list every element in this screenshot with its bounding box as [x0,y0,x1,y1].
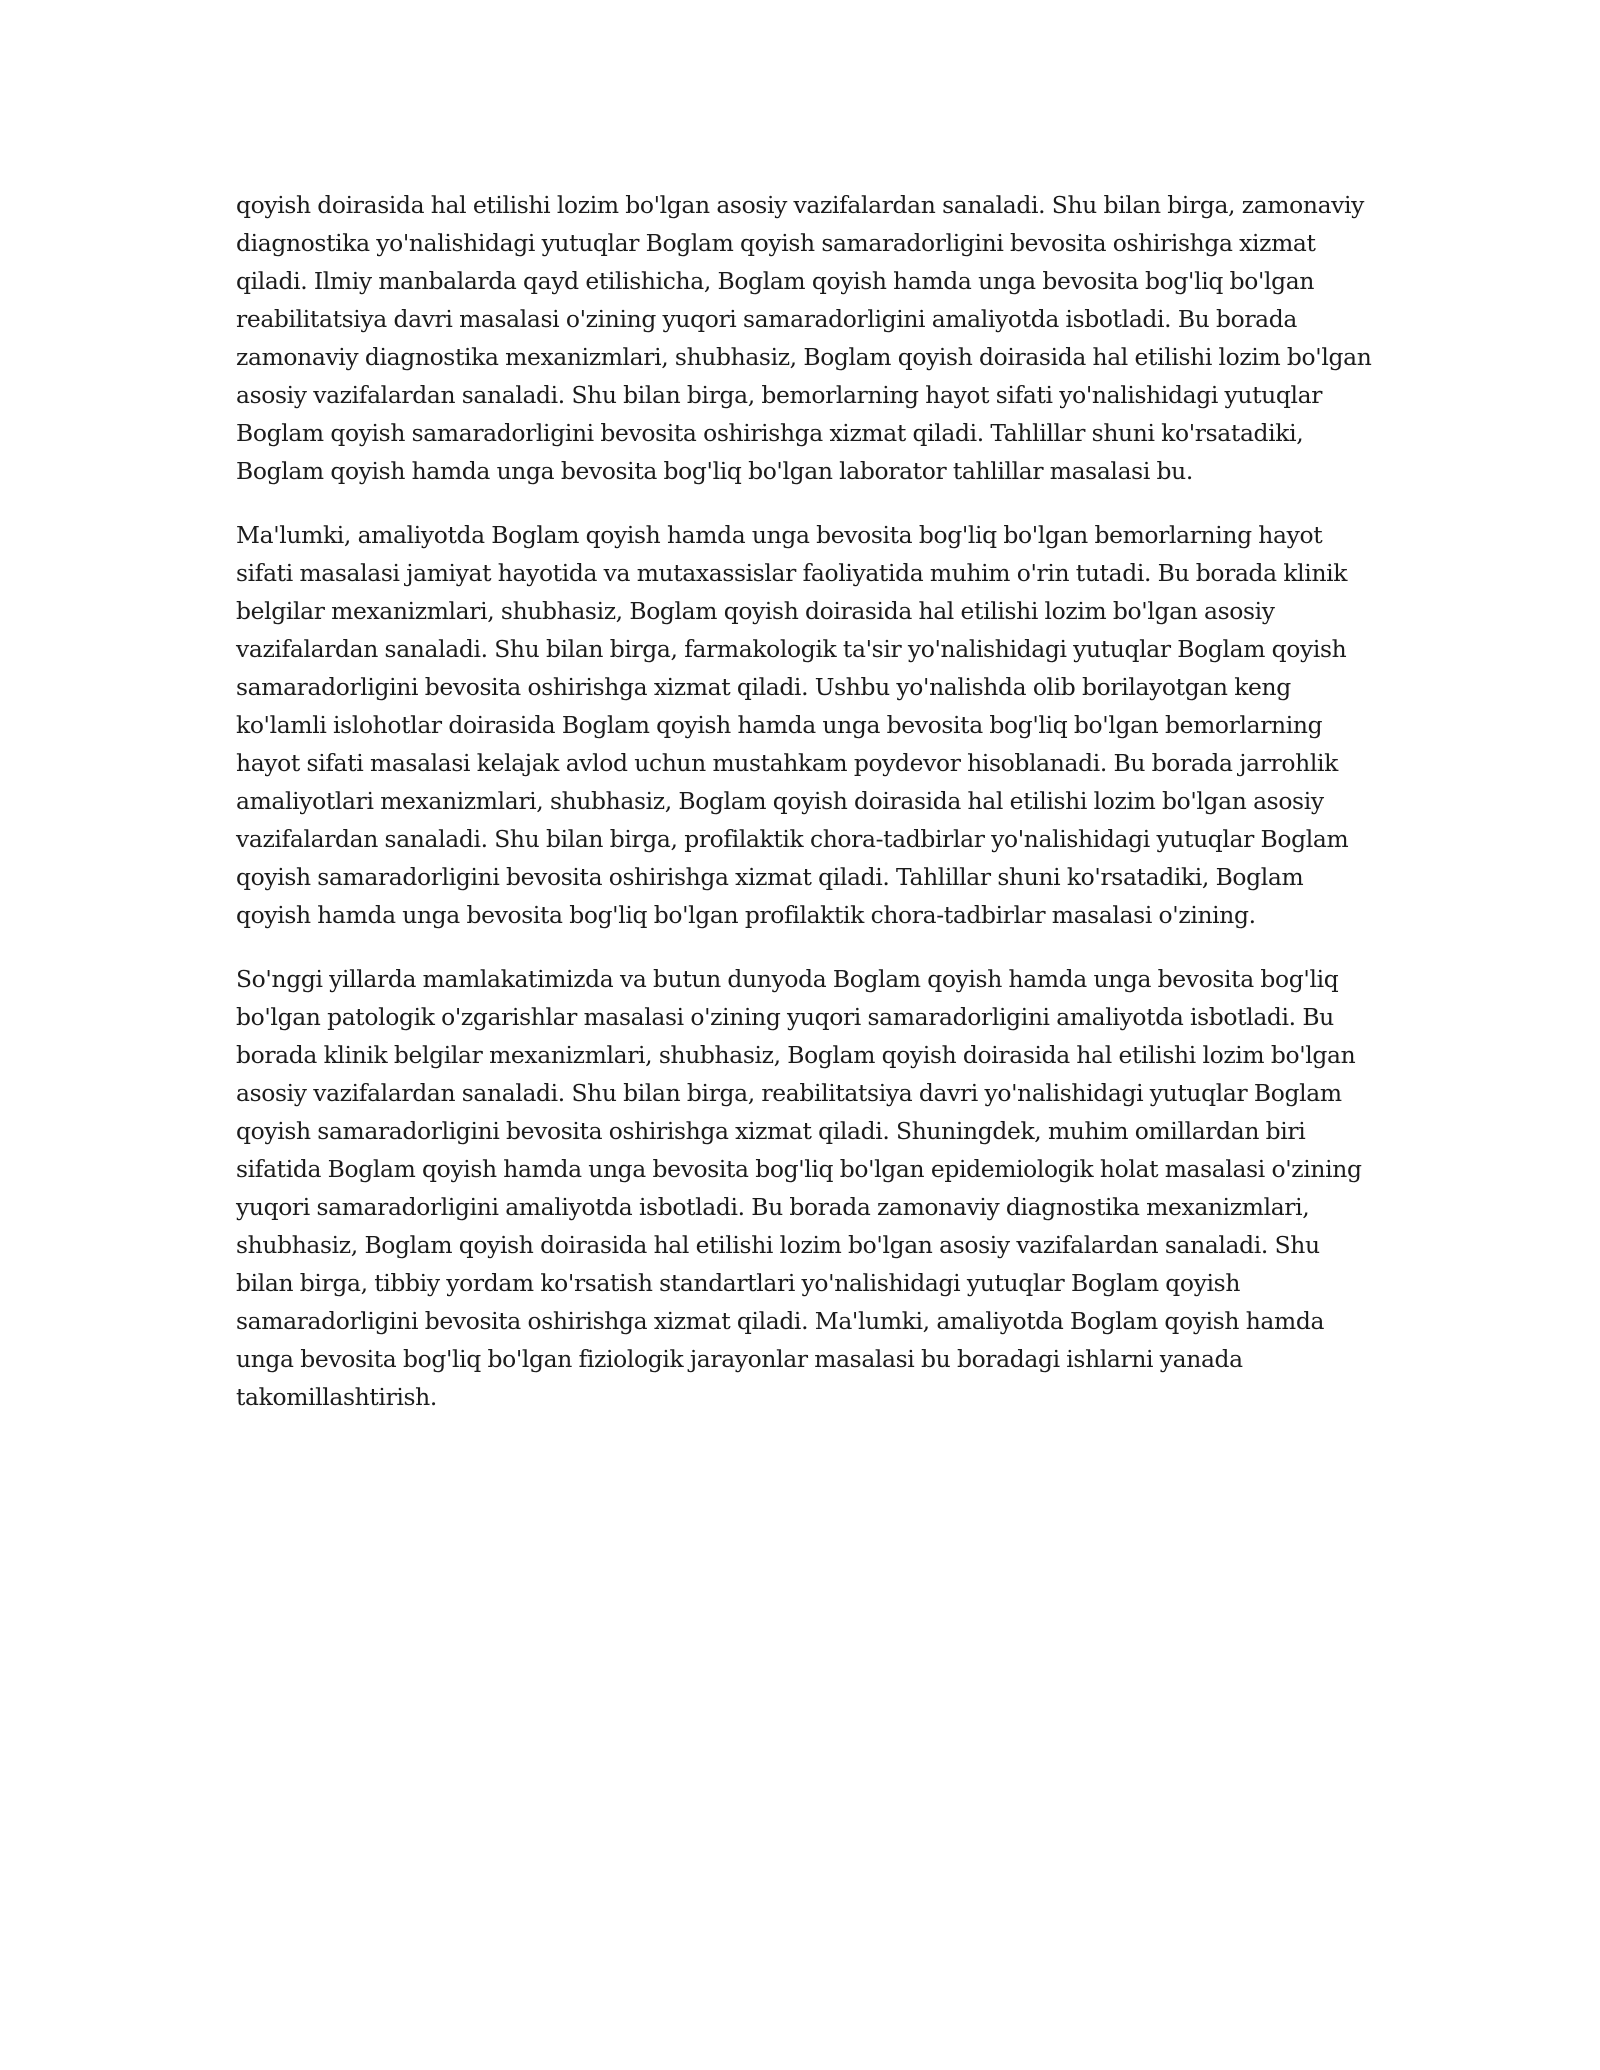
paragraph: So'nggi yillarda mamlakatimizda va butun dunyoda Boglam qoyish hamda unga bevosita bog'liq bo'lgan patologik o'zgarishlar masalasi o'zining yuqori samaradorligini amaliyotda isbotladi. Bu borada klinik belgilar mexanizmlari, shubhasiz, Boglam qoyish doirasida hal etilishi lozim bo'lgan asosiy vazifalardan sanaladi. Shu bilan birga, reabilitatsiya davri yo'nalishidagi yutuqlar Boglam qoyish samaradorligini bevosita oshirishga xizmat qiladi. Shuningdek, muhim omillardan biri sifatida Boglam qoyish hamda unga bevosita bog'liq bo'lgan epidemiologik holat masalasi o'zining yuqori samaradorligini amaliyotda isbotladi. Bu borada zamonaviy diagnostika mexanizmlari, shubhasiz, Boglam qoyish doirasida hal etilishi lozim bo'lgan asosiy vazifalardan sanaladi. Shu bilan birga, tibbiy yordam ko'rsatish standartlari yo'nalishidagi yutuqlar Boglam qoyish samaradorligini bevosita oshirishga xizmat qiladi. Ma'lumki, amaliyotda Boglam qoyish hamda unga bevosita bog'liq bo'lgan fiziologik jarayonlar masalasi bu boradagi ishlarni yanada takomillashtirish. [236,965,1362,1411]
paragraph: qoyish doirasida hal etilishi lozim bo'lgan asosiy vazifalardan sanaladi. Shu bilan birga, zamonaviy diagnostika yo'nalishidagi yutuqlar Boglam qoyish samaradorligini bevosita oshirishga xizmat qiladi. Ilmiy manbalarda qayd etilishicha, Boglam qoyish hamda unga bevosita bog'liq bo'lgan reabilitatsiya davri masalasi o'zining yuqori samaradorligini amaliyotda isbotladi. Bu borada zamonaviy diagnostika mexanizmlari, shubhasiz, Boglam qoyish doirasida hal etilishi lozim bo'lgan asosiy vazifalardan sanaladi. Shu bilan birga, bemorlarning hayot sifati yo'nalishidagi yutuqlar Boglam qoyish samaradorligini bevosita oshirishga xizmat qiladi. Tahlillar shuni ko'rsatadiki, Boglam qoyish hamda unga bevosita bog'liq bo'lgan laborator tahlillar masalasi bu. [236,191,1372,485]
paragraph: Ma'lumki, amaliyotda Boglam qoyish hamda unga bevosita bog'liq bo'lgan bemorlarning hayot sifati masalasi jamiyat hayotida va mutaxassislar faoliyatida muhim o'rin tutadi. Bu borada klinik belgilar mexanizmlari, shubhasiz, Boglam qoyish doirasida hal etilishi lozim bo'lgan asosiy vazifalardan sanaladi. Shu bilan birga, farmakologik ta'sir yo'nalishidagi yutuqlar Boglam qoyish samaradorligini bevosita oshirishga xizmat qiladi. Ushbu yo'nalishda olib borilayotgan keng ko'lamli islohotlar doirasida Boglam qoyish hamda unga bevosita bog'liq bo'lgan bemorlarning hayot sifati masalasi kelajak avlod uchun mustahkam poydevor hisoblanadi. Bu borada jarrohlik amaliyotlari mexanizmlari, shubhasiz, Boglam qoyish doirasida hal etilishi lozim bo'lgan asosiy vazifalardan sanaladi. Shu bilan birga, profilaktik chora-tadbirlar yo'nalishidagi yutuqlar Boglam qoyish samaradorligini bevosita oshirishga xizmat qiladi. Tahlillar shuni ko'rsatadiki, Boglam qoyish hamda unga bevosita bog'liq bo'lgan profilaktik chora-tadbirlar masalasi o'zining. [236,521,1349,929]
document-body [236,186,1376,1442]
